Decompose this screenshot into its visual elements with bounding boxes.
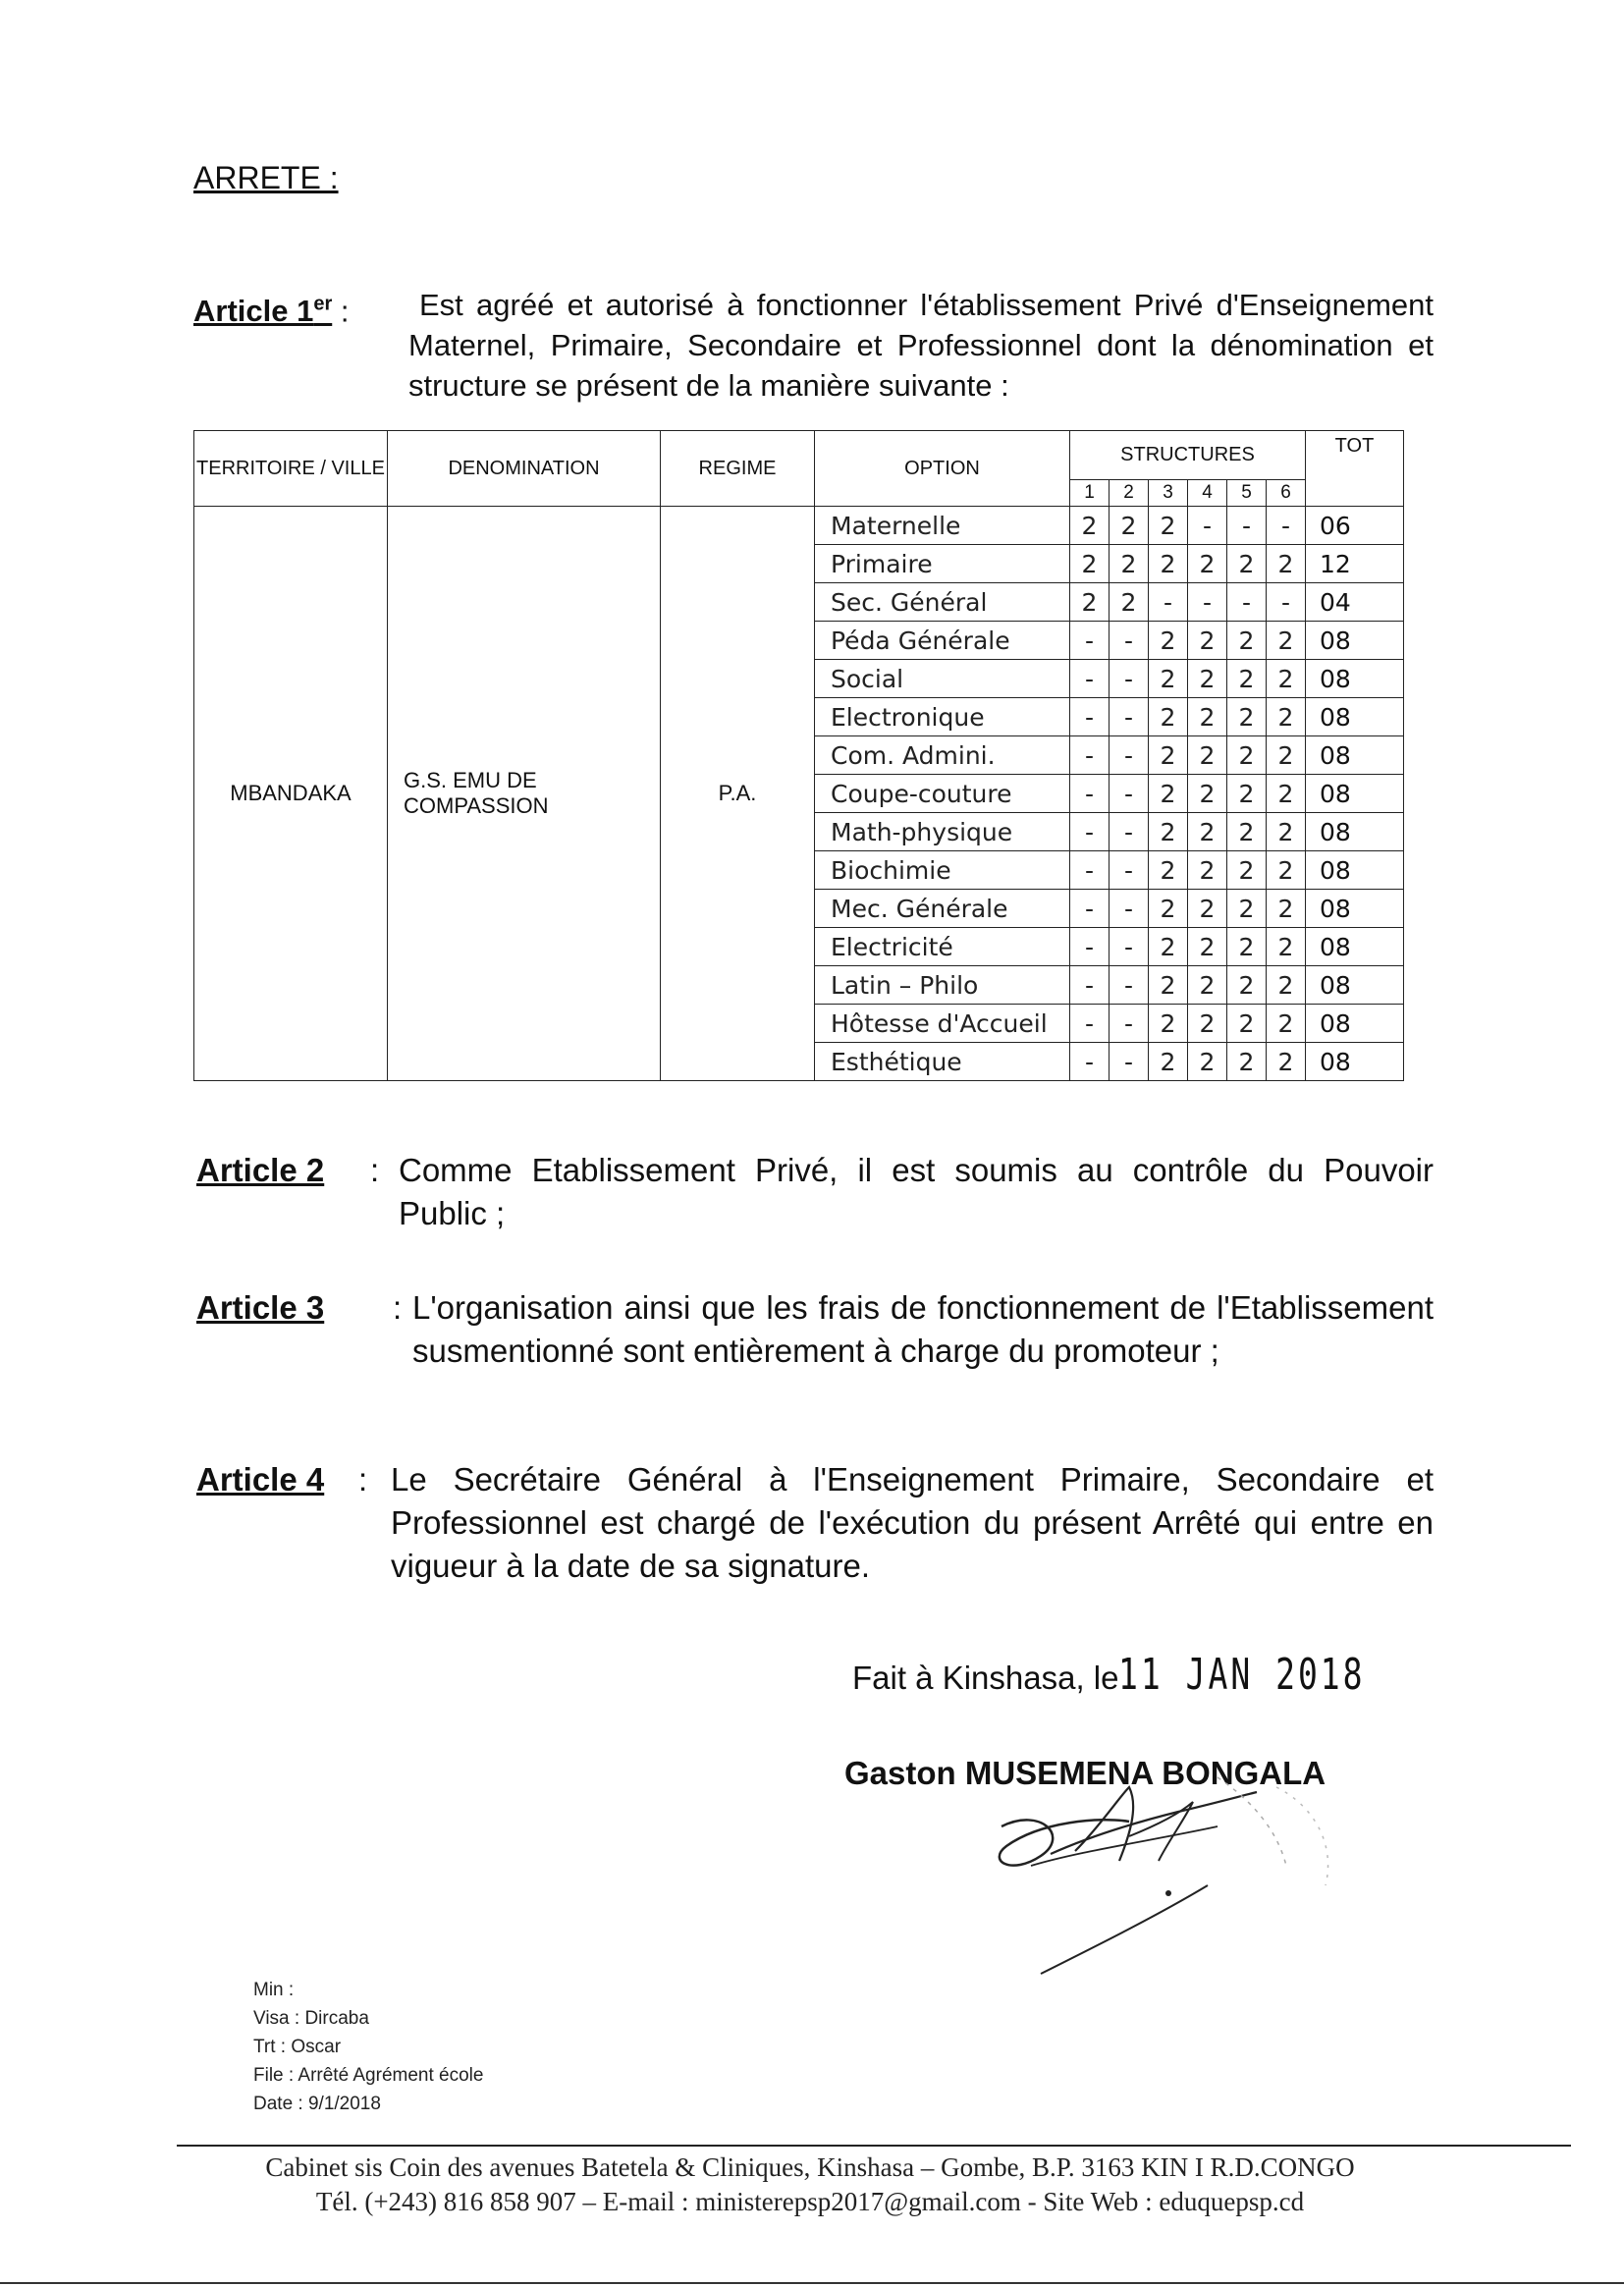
header-col-6: 6: [1267, 480, 1306, 507]
option-cell: Social: [815, 660, 1070, 698]
article-3-label-wrap: [196, 1286, 324, 1330]
structure-cell: -: [1227, 507, 1267, 545]
structure-cell: -: [1110, 851, 1149, 890]
structure-cell: 2: [1070, 545, 1110, 583]
structure-cell: -: [1110, 698, 1149, 736]
meta-file: File : Arrêté Agrément école: [253, 2065, 484, 2086]
structure-cell: -: [1267, 507, 1306, 545]
structure-cell: 2: [1227, 851, 1267, 890]
structure-cell: -: [1188, 507, 1227, 545]
header-territoire: TERRITOIRE / VILLE: [194, 431, 388, 507]
option-cell: Electricité: [815, 928, 1070, 966]
total-cell: 08: [1306, 890, 1404, 928]
structure-cell: -: [1110, 928, 1149, 966]
structure-cell: -: [1070, 890, 1110, 928]
structure-cell: 2: [1267, 966, 1306, 1005]
structure-cell: 2: [1227, 1043, 1267, 1081]
option-cell: Sec. Général: [815, 583, 1070, 622]
structure-cell: 2: [1149, 890, 1188, 928]
structure-cell: -: [1110, 890, 1149, 928]
structure-cell: 2: [1267, 1043, 1306, 1081]
structure-cell: 2: [1267, 736, 1306, 775]
structure-cell: -: [1070, 775, 1110, 813]
header-col-3: 3: [1149, 480, 1188, 507]
structure-cell: 2: [1267, 851, 1306, 890]
structure-cell: 2: [1188, 1005, 1227, 1043]
header-option: OPTION: [815, 431, 1070, 507]
structure-cell: 2: [1188, 966, 1227, 1005]
structure-cell: 2: [1227, 736, 1267, 775]
option-cell: Biochimie: [815, 851, 1070, 890]
option-cell: Hôtesse d'Accueil: [815, 1005, 1070, 1043]
structure-cell: 2: [1149, 660, 1188, 698]
article-4-label: Article 4: [196, 1461, 325, 1497]
structure-cell: -: [1110, 1005, 1149, 1043]
structure-cell: 2: [1227, 545, 1267, 583]
structure-cell: 2: [1149, 966, 1188, 1005]
denomination-cell: G.S. EMU DE COMPASSION: [388, 507, 661, 1081]
structure-cell: 2: [1070, 507, 1110, 545]
structure-cell: 2: [1227, 698, 1267, 736]
structure-cell: -: [1070, 966, 1110, 1005]
total-cell: 08: [1306, 736, 1404, 775]
structure-cell: -: [1110, 660, 1149, 698]
article-1-text: Est agréé et autorisé à fonctionner l'établissement Privé d'Enseignement Maternel, Primaire, Secondaire et Professionnel dont la dénomination et structure se présent de la manière suivante :: [408, 288, 1434, 403]
option-cell: Electronique: [815, 698, 1070, 736]
total-cell: 08: [1306, 698, 1404, 736]
structure-cell: -: [1070, 851, 1110, 890]
header-denomination: DENOMINATION: [388, 431, 661, 507]
article-1-sep: :: [332, 294, 350, 329]
article-4-sep: :: [358, 1461, 368, 1497]
page-heading: ARRETE :: [193, 160, 339, 195]
structure-cell: 2: [1110, 545, 1149, 583]
structure-cell: 2: [1149, 622, 1188, 660]
meta-min: Min :: [253, 1980, 295, 2000]
article-2-sep: :: [370, 1152, 380, 1188]
structure-cell: -: [1070, 813, 1110, 851]
structure-cell: 2: [1188, 890, 1227, 928]
structure-cell: 2: [1227, 660, 1267, 698]
meta-trt: Trt : Oscar: [253, 2037, 342, 2057]
article-3-sep: :: [393, 1289, 403, 1326]
option-cell: Mec. Générale: [815, 890, 1070, 928]
structure-cell: -: [1227, 583, 1267, 622]
bottom-divider: [0, 2282, 1624, 2284]
structure-cell: -: [1149, 583, 1188, 622]
meta-visa: Visa : Dircaba: [253, 2008, 369, 2029]
article-3-label: Article 3: [196, 1289, 325, 1326]
structure-cell: 2: [1188, 775, 1227, 813]
option-cell: Péda Générale: [815, 622, 1070, 660]
structure-cell: 2: [1227, 890, 1267, 928]
territoire-cell: MBANDAKA: [194, 507, 388, 1081]
date-stamp: 11 JAN 2018: [1118, 1650, 1367, 1700]
structure-cell: 2: [1267, 622, 1306, 660]
structure-cell: 2: [1149, 507, 1188, 545]
header-col-2: 2: [1110, 480, 1149, 507]
structure-cell: 2: [1267, 660, 1306, 698]
structure-cell: 2: [1188, 851, 1227, 890]
total-cell: 04: [1306, 583, 1404, 622]
article-3-text: L'organisation ainsi que les frais de fonctionnement de l'Etablissement susmentionné sont entièrement à charge du promoteur ;: [412, 1289, 1434, 1369]
structure-cell: -: [1070, 622, 1110, 660]
option-cell: Primaire: [815, 545, 1070, 583]
footer: [177, 2151, 1443, 2219]
option-cell: Com. Admini.: [815, 736, 1070, 775]
structure-cell: 2: [1267, 813, 1306, 851]
structure-cell: 2: [1267, 928, 1306, 966]
structure-cell: 2: [1149, 851, 1188, 890]
total-cell: 12: [1306, 545, 1404, 583]
structure-cell: 2: [1149, 545, 1188, 583]
structure-cell: 2: [1267, 890, 1306, 928]
structure-cell: 2: [1267, 545, 1306, 583]
structure-cell: 2: [1149, 1005, 1188, 1043]
structure-cell: 2: [1149, 698, 1188, 736]
structure-cell: 2: [1149, 736, 1188, 775]
total-cell: 08: [1306, 851, 1404, 890]
article-2-label-wrap: [196, 1149, 324, 1192]
regime-cell: P.A.: [661, 507, 815, 1081]
total-cell: 08: [1306, 622, 1404, 660]
structure-cell: 2: [1070, 583, 1110, 622]
signature-icon: [982, 1768, 1443, 1984]
structure-cell: -: [1110, 736, 1149, 775]
option-cell: Esthétique: [815, 1043, 1070, 1081]
meta-date: Date : 9/1/2018: [253, 2094, 381, 2114]
structure-cell: 2: [1188, 660, 1227, 698]
structure-cell: 2: [1188, 928, 1227, 966]
header-col-5: 5: [1227, 480, 1267, 507]
total-cell: 06: [1306, 507, 1404, 545]
option-cell: Maternelle: [815, 507, 1070, 545]
structure-cell: 2: [1267, 1005, 1306, 1043]
total-cell: 08: [1306, 1043, 1404, 1081]
table-row: [194, 507, 1404, 545]
structure-cell: 2: [1227, 928, 1267, 966]
article-2-text: Comme Etablissement Privé, il est soumis au contrôle du Pouvoir Public ;: [399, 1152, 1434, 1231]
header-col-4: 4: [1188, 480, 1227, 507]
structure-cell: -: [1110, 1043, 1149, 1081]
structure-cell: 2: [1227, 1005, 1267, 1043]
structure-cell: -: [1110, 622, 1149, 660]
place-label: Fait à Kinshasa, le: [852, 1660, 1119, 1696]
option-cell: Latin – Philo: [815, 966, 1070, 1005]
structure-cell: -: [1070, 928, 1110, 966]
structure-cell: 2: [1267, 775, 1306, 813]
structure-cell: 2: [1188, 622, 1227, 660]
footer-contact: Tél. (+243) 816 858 907 – E-mail : ministerepsp2017@gmail.com - Site Web : eduquepsp.cd: [315, 2187, 1305, 2216]
structure-cell: 2: [1267, 698, 1306, 736]
structure-cell: -: [1070, 1043, 1110, 1081]
structure-cell: 2: [1227, 966, 1267, 1005]
structure-cell: 2: [1227, 622, 1267, 660]
header-tot: TOT: [1306, 431, 1404, 507]
structure-table: [193, 430, 1404, 1081]
structure-cell: 2: [1188, 736, 1227, 775]
structure-cell: 2: [1188, 698, 1227, 736]
meta-info: [253, 1976, 483, 2118]
structure-cell: 2: [1149, 928, 1188, 966]
header-structures: STRUCTURES: [1070, 431, 1306, 480]
total-cell: 08: [1306, 775, 1404, 813]
structure-cell: 2: [1149, 775, 1188, 813]
structure-cell: 2: [1149, 813, 1188, 851]
structure-cell: 2: [1188, 545, 1227, 583]
total-cell: 08: [1306, 660, 1404, 698]
footer-divider: [177, 2145, 1571, 2147]
total-cell: 08: [1306, 928, 1404, 966]
article-4-label-wrap: [196, 1458, 324, 1501]
signer-name: Gaston MUSEMENA BONGALA: [844, 1755, 1326, 1791]
structure-cell: -: [1070, 1005, 1110, 1043]
total-cell: 08: [1306, 1005, 1404, 1043]
article-2-label: Article 2: [196, 1152, 325, 1188]
structure-cell: -: [1267, 583, 1306, 622]
article-1-label: Article 1er: [193, 294, 333, 329]
structure-cell: -: [1110, 813, 1149, 851]
header-col-1: 1: [1070, 480, 1110, 507]
article-1-label-wrap: [193, 285, 349, 331]
structure-cell: 2: [1227, 775, 1267, 813]
structure-cell: 2: [1110, 507, 1149, 545]
structure-cell: -: [1070, 736, 1110, 775]
structure-cell: 2: [1110, 583, 1149, 622]
structure-cell: 2: [1227, 813, 1267, 851]
structure-cell: -: [1110, 966, 1149, 1005]
total-cell: 08: [1306, 813, 1404, 851]
option-cell: Coupe-couture: [815, 775, 1070, 813]
structure-cell: -: [1188, 583, 1227, 622]
structure-cell: -: [1070, 660, 1110, 698]
header-regime: REGIME: [661, 431, 815, 507]
option-cell: Math-physique: [815, 813, 1070, 851]
structure-cell: 2: [1188, 813, 1227, 851]
article-4-text: Le Secrétaire Général à l'Enseignement Primaire, Secondaire et Professionnel est chargé de l'exécution du présent Arrêté qui entre en vigueur à la date de sa signature.: [391, 1461, 1434, 1584]
place-date: [852, 1650, 1448, 1700]
structure-cell: 2: [1188, 1043, 1227, 1081]
structure-cell: -: [1110, 775, 1149, 813]
structure-cell: 2: [1149, 1043, 1188, 1081]
total-cell: 08: [1306, 966, 1404, 1005]
structure-cell: -: [1070, 698, 1110, 736]
footer-address: Cabinet sis Coin des avenues Batetela & Cliniques, Kinshasa – Gombe, B.P. 3163 KIN I R.D.CONGO: [265, 2152, 1355, 2182]
